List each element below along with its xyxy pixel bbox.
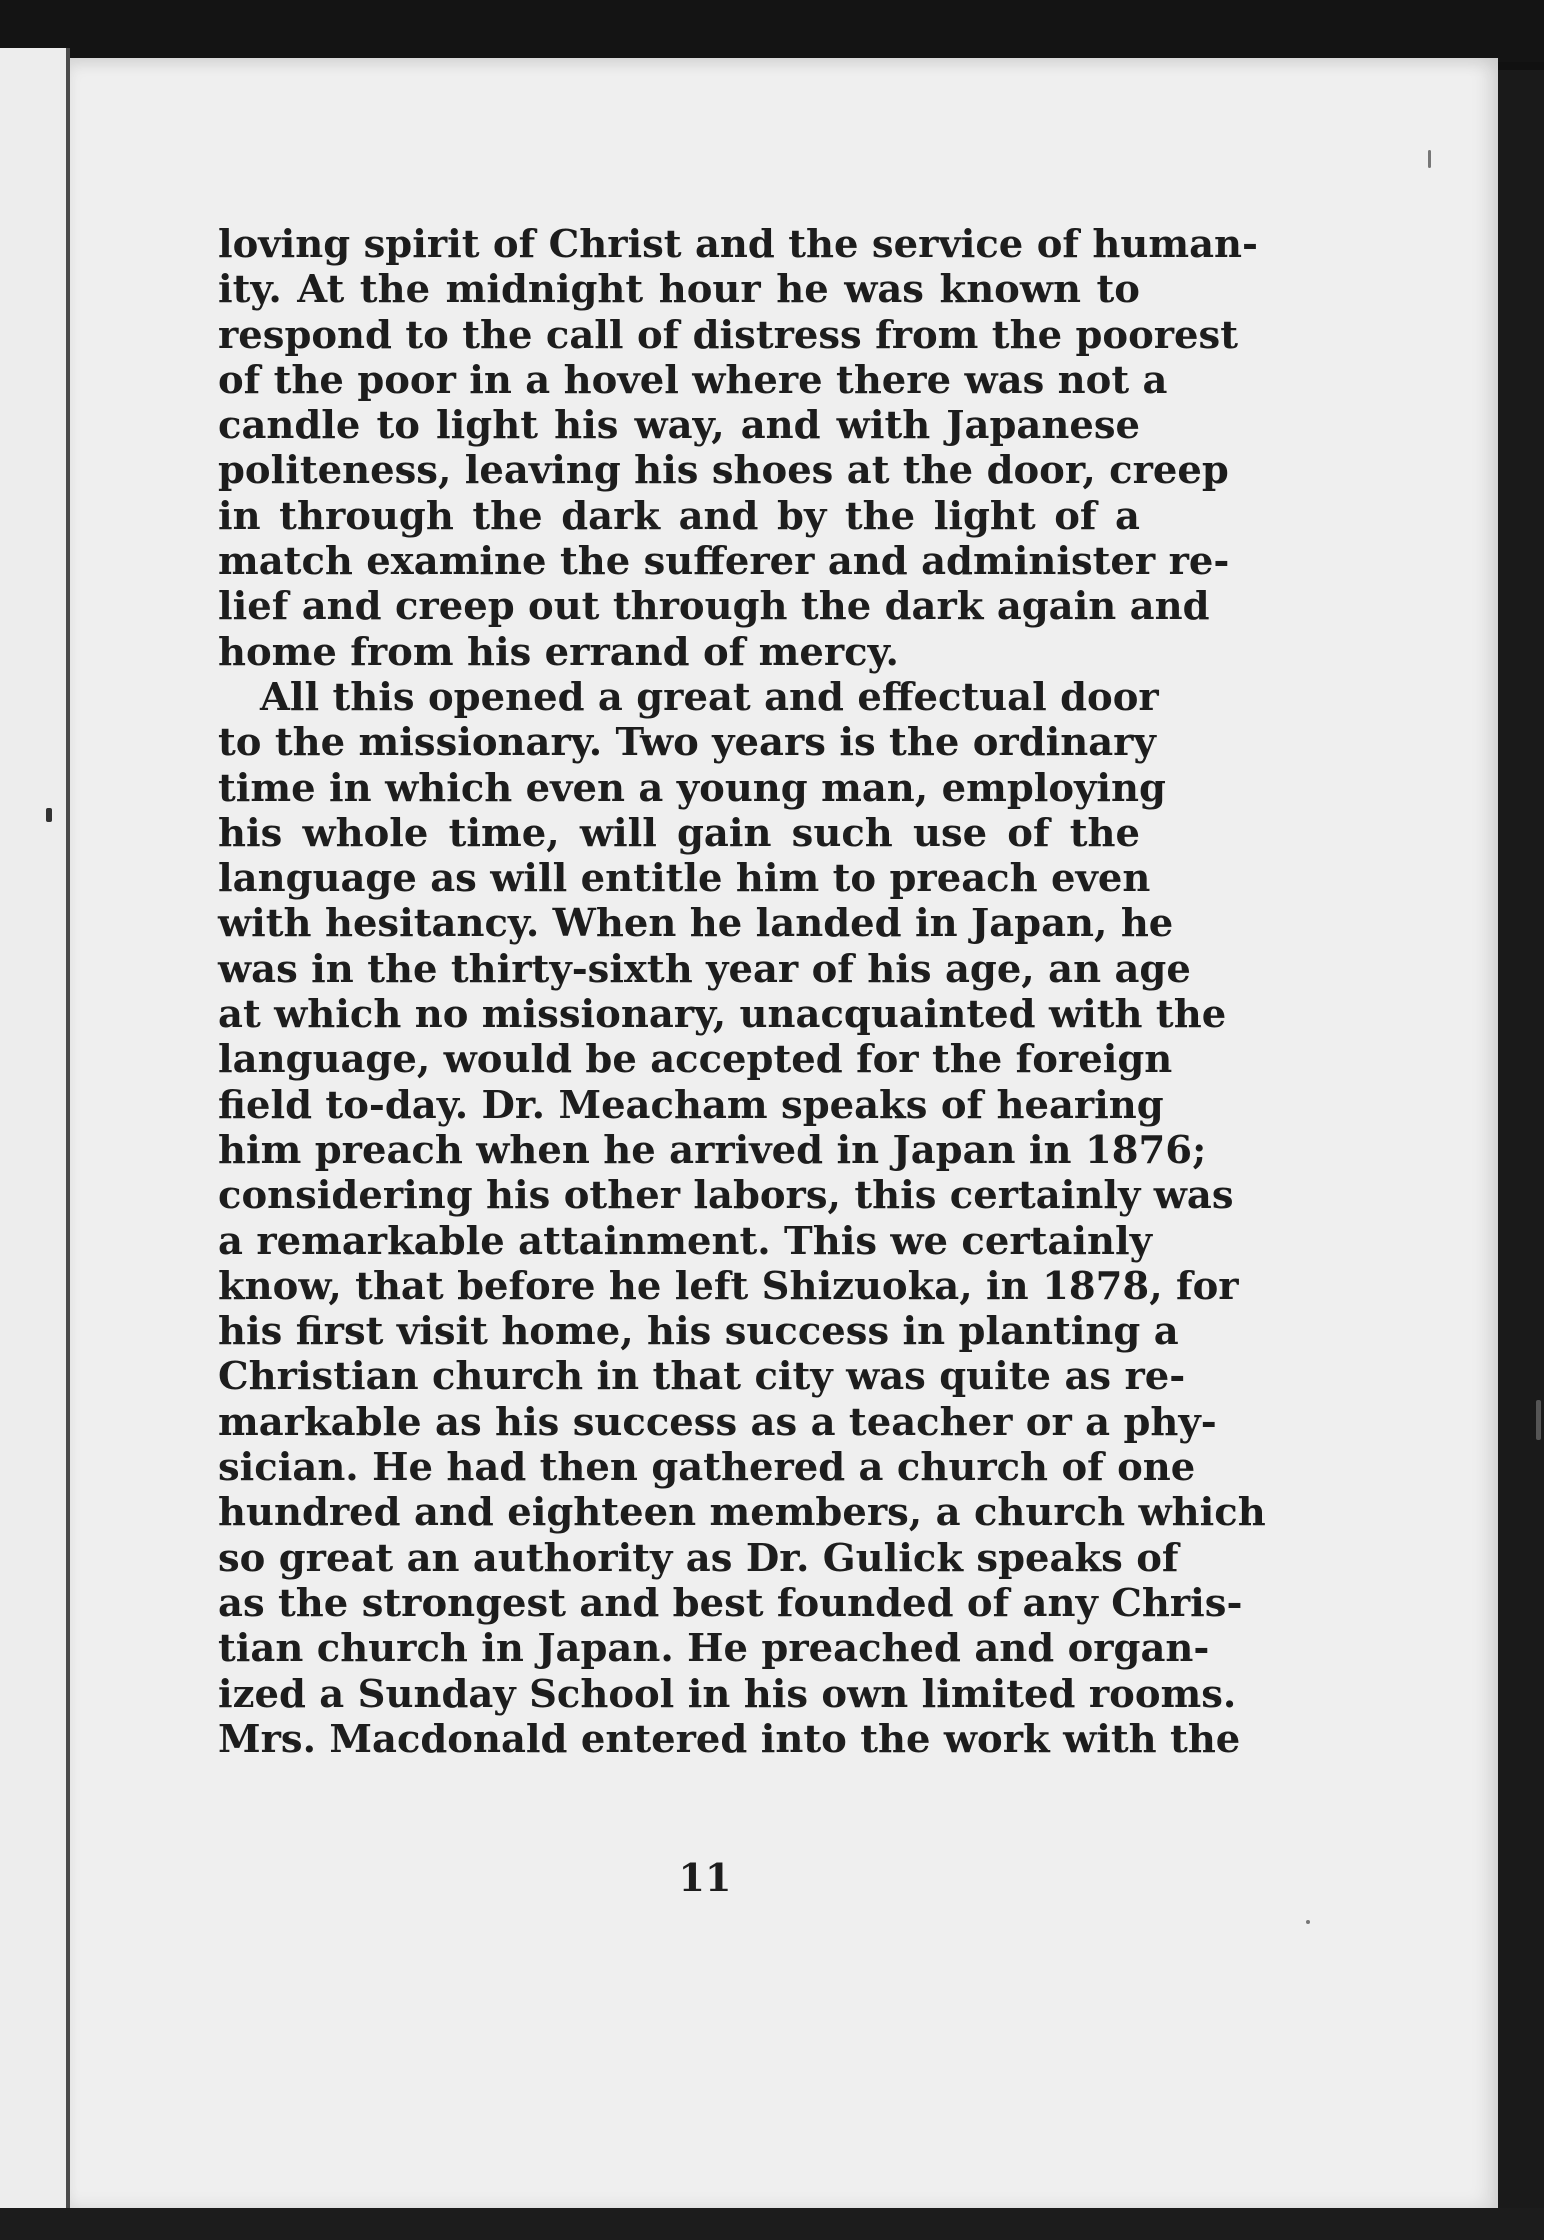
- text-line: a remarkable attainment. This we certainly: [218, 1218, 1153, 1264]
- scan-top-border: [0, 0, 1544, 62]
- text-line: politeness, leaving his shoes at the door, creep: [218, 448, 1229, 494]
- scan-speck: [1428, 150, 1431, 168]
- text-line: his first visit home, his success in planting a: [218, 1309, 1179, 1355]
- text-line: as the strongest and best founded of any Chris-: [218, 1580, 1243, 1626]
- text-line: of the poor in a hovel where there was not a: [218, 357, 1168, 403]
- page-body-text: [218, 222, 1266, 1762]
- text-line: Mrs. Macdonald entered into the work with the: [218, 1716, 1241, 1762]
- text-line: home from his errand of mercy.: [218, 629, 899, 675]
- text-line: with hesitancy. When he landed in Japan, he: [218, 901, 1174, 947]
- text-line: Christian church in that city was quite as re-: [218, 1354, 1186, 1400]
- text-line: know, that before he left Shizuoka, in 1878, for: [218, 1263, 1239, 1309]
- text-line: at which no missionary, unacquainted with the: [218, 992, 1227, 1038]
- text-line: All this opened a great and effectual door: [260, 674, 1159, 720]
- text-line: candle to light his way, and with Japanese: [218, 403, 1140, 449]
- text-line: ity. At the midnight hour he was known to: [218, 267, 1140, 313]
- text-line: markable as his success as a teacher or a phy-: [218, 1399, 1217, 1445]
- text-line: his whole time, will gain such use of the: [218, 810, 1140, 856]
- scan-right-border: [1498, 70, 1544, 2240]
- text-line: language as will entitle him to preach even: [218, 856, 1151, 902]
- scan-speck: [1536, 1400, 1541, 1440]
- text-line: him preach when he arrived in Japan in 1876;: [218, 1127, 1207, 1173]
- text-line: considering his other labors, this certainly was: [218, 1173, 1234, 1219]
- text-line: respond to the call of distress from the poorest: [218, 312, 1238, 358]
- page-number: 11: [678, 1855, 732, 1900]
- scan-speck: [46, 808, 52, 822]
- text-line: so great an authority as Dr. Gulick speaks of: [218, 1535, 1179, 1581]
- text-line: time in which even a young man, employing: [218, 765, 1166, 811]
- text-line: match examine the sufferer and administer re-: [218, 539, 1230, 585]
- text-line: field to-day. Dr. Meacham speaks of hearing: [218, 1082, 1164, 1128]
- text-line: ized a Sunday School in his own limited rooms.: [218, 1671, 1237, 1717]
- text-line: was in the thirty-sixth year of his age, an age: [218, 946, 1191, 992]
- text-line: hundred and eighteen members, a church which: [218, 1490, 1266, 1536]
- text-line: language, would be accepted for the foreign: [218, 1037, 1173, 1083]
- scan-speck: [1306, 1920, 1310, 1924]
- text-line: to the missionary. Two years is the ordinary: [218, 720, 1156, 766]
- text-line: in through the dark and by the light of a: [218, 493, 1140, 539]
- facing-page-edge: [0, 48, 70, 2226]
- text-line: sician. He had then gathered a church of one: [218, 1445, 1196, 1491]
- text-line: tian church in Japan. He preached and organ-: [218, 1626, 1210, 1672]
- scan-bottom-border: [0, 2208, 1544, 2240]
- text-line: loving spirit of Christ and the service of human-: [218, 222, 1258, 267]
- text-line: lief and creep out through the dark again and: [218, 584, 1210, 630]
